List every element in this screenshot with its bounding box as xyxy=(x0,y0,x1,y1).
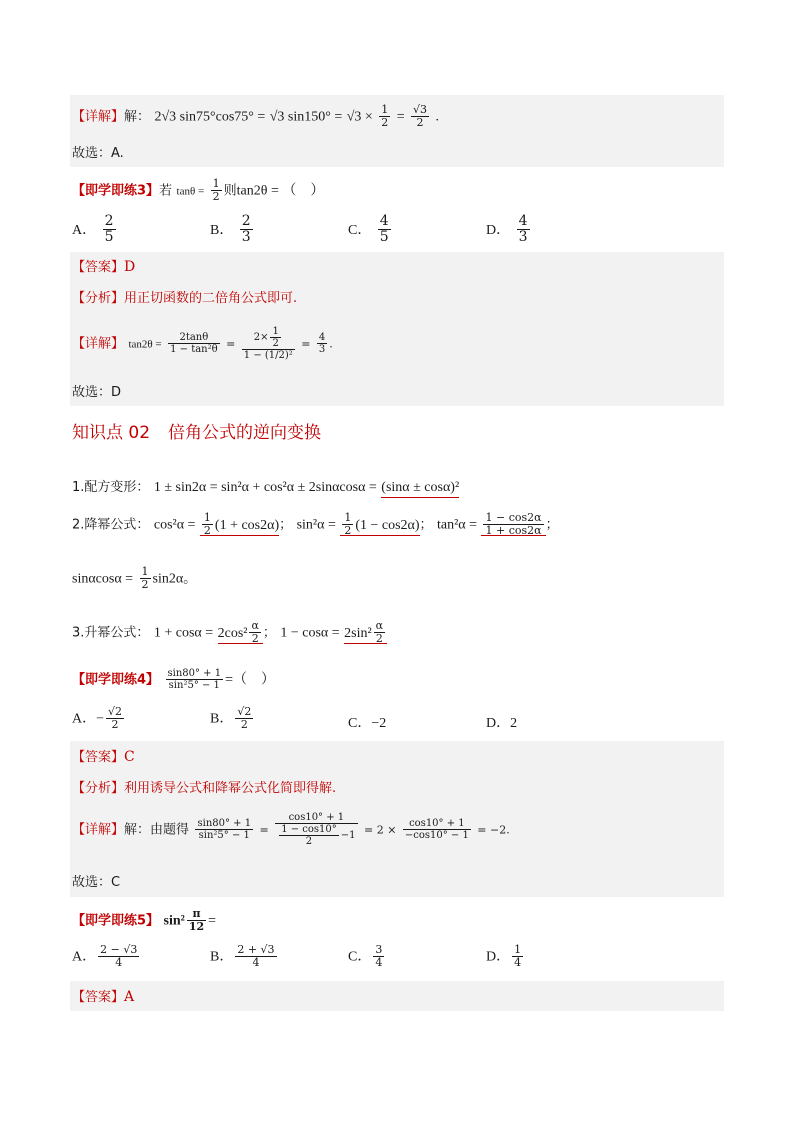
section-heading xyxy=(72,418,321,443)
detail-line-1: 【详解】解： 2√3 sin75°cos75° = √3 sin150° = √3 × $\frac{1}{2}$ = $\frac{√3}{2}$ . xyxy=(72,103,440,130)
practice4-option-c[interactable]: C．−2 xyxy=(348,716,387,731)
practice4-choice: 故选：C xyxy=(72,875,121,890)
practice5-option-a[interactable]: A． $\frac{2 - √3}{4}$ xyxy=(72,943,138,970)
formula-1-answer: (sinα ± cosα)² xyxy=(381,480,459,498)
detail-term-1: 2√3 sin75°cos75° = xyxy=(154,109,266,125)
detail-fraction-1: $\frac{2\tan\theta}{\text{1 − tan²θ}}$ xyxy=(170,332,218,355)
detail-term-2: √3 sin150° = xyxy=(269,109,343,125)
practice3-question: 【即学即练3】若 tanθ = $\frac{1}{2}$ 则tan2θ = （ ） xyxy=(72,177,325,204)
detail-prefix: 解： xyxy=(124,109,151,125)
practice5-answer: 【答案】A xyxy=(72,989,135,1005)
option-fraction: $\frac{4}{5}$ xyxy=(379,213,389,246)
practice3-tag: 【即学即练3】 xyxy=(72,183,160,199)
formula-3b-answer: 2sin² $\frac{\alpha}{2}$ xyxy=(344,625,387,644)
practice3-option-b[interactable]: B． $\frac{2}{3}$ xyxy=(210,213,251,246)
detail-result-fraction: $\frac{4}{3}$ xyxy=(318,332,326,355)
detail-term-3: √3 × xyxy=(346,109,373,125)
choice-line-1: 故选：A. xyxy=(72,146,124,161)
formula-2d: sinαcosα = $\frac{1}{2}$ sin2α。 xyxy=(72,565,197,592)
practice5-tag: 【即学即练5】 xyxy=(72,913,160,929)
formula-2b-answer: $\frac{1}{2}$ (1 − cos2α) xyxy=(340,517,419,536)
practice3-option-a[interactable]: A． $\frac{2}{5}$ xyxy=(72,213,114,246)
practice3-answer: 【答案】D xyxy=(72,259,136,275)
practice4-option-d[interactable]: D．2 xyxy=(486,716,518,731)
practice4-analysis: 【分析】利用诱导公式和降幂公式化简即得解. xyxy=(72,781,337,796)
result-fraction: $\frac{√3}{2}$ xyxy=(413,103,428,130)
option-fraction: $\frac{2}{5}$ xyxy=(104,213,114,246)
formula-3: 3.升幂公式： 1 + cosα = 2cos² $\frac{\alpha}{2}$ ； 1 − cosα = 2sin² $\frac{\alpha}{2}$ xyxy=(72,620,387,645)
detail-tag: 【详解】 xyxy=(72,109,125,125)
section-title: 倍角公式的逆向变换 xyxy=(168,423,322,443)
solution-band-5 xyxy=(70,981,724,1011)
section-label: 知识点 02 xyxy=(72,423,151,443)
practice4-detail: 【详解】解：由题得 $\frac{\sin 80^\circ + 1}{\text{sin²5° − 1}}$ = cos10° + 1 $\frac{1 - \cos 10^\circ}{2}$ −1 = 2 × $\frac{\cos 10^\circ + 1}{-\cos 10^\circ - 1}$ = −2. xyxy=(72,812,510,847)
half-fraction: $\frac{1}{2}$ xyxy=(381,103,389,130)
formula-1: 1.配方变形： 1 ± sin2α = sin²α + cos²α ± 2sinαcosα = (sinα ± cosα)² xyxy=(72,478,459,497)
practice3-option-c[interactable]: C． $\frac{4}{5}$ xyxy=(348,213,389,246)
practice5-option-d[interactable]: D． $\frac{1}{4}$ xyxy=(486,943,522,970)
practice3-detail: 【详解】 tan2θ = $\frac{2\tan\theta}{\text{1 − tan²θ}}$ = 2× $\frac{1}{2}$ 1 − (1/2)² = $\frac{4}{3}$ . xyxy=(72,326,333,361)
practice5-question: 【即学即练5】 sin² $\frac{\pi}{12}$ = xyxy=(72,907,217,934)
answer-value: D xyxy=(124,259,136,275)
practice4-answer: 【答案】C xyxy=(72,749,135,765)
formula-2a-answer: $\frac{1}{2}$ (1 + cos2α) xyxy=(200,517,279,536)
formula-2: 2.降幂公式： cos²α = $\frac{1}{2}$ (1 + cos2α)； sin²α = $\frac{1}{2}$ (1 − cos2α)； tan²α = $\frac{1 - \cos 2\alpha}{1 + \cos 2\alpha}$ ； xyxy=(72,511,559,538)
practice3-cond-fraction: $\frac{1}{2}$ xyxy=(212,177,220,204)
practice4-question: 【即学即练4】 $\frac{\sin 80^\circ + 1}{\text{sin²5° − 1}}$ =（ ） xyxy=(72,668,275,691)
practice3-analysis: 【分析】用正切函数的二倍角公式即可. xyxy=(72,291,298,306)
option-fraction: $\frac{4}{3}$ xyxy=(518,213,528,246)
detail-fraction-2: 2× $\frac{1}{2}$ 1 − (1/2)² xyxy=(243,326,293,361)
practice3-option-d[interactable]: D． $\frac{4}{3}$ xyxy=(486,213,528,246)
practice4-tag: 【即学即练4】 xyxy=(72,672,160,688)
practice4-fraction: $\frac{\sin 80^\circ + 1}{\text{sin²5° − 1}}$ xyxy=(167,668,222,691)
practice4-option-b[interactable]: B． $\frac{√2}{2}$ xyxy=(210,705,252,732)
practice5-option-b[interactable]: B． $\frac{2 + √3}{4}$ xyxy=(210,943,275,970)
formula-2c-answer: $\frac{1 - \cos 2\alpha}{1 + \cos 2\alpha}$ xyxy=(481,517,545,536)
practice3-choice: 故选：D xyxy=(72,385,122,400)
formula-3a-answer: 2cos² $\frac{\alpha}{2}$ xyxy=(218,625,263,644)
option-fraction: $\frac{2}{3}$ xyxy=(241,213,251,246)
practice5-option-c[interactable]: C． $\frac{3}{4}$ xyxy=(348,943,383,970)
practice4-option-a[interactable]: A．− $\frac{√2}{2}$ xyxy=(72,705,123,732)
